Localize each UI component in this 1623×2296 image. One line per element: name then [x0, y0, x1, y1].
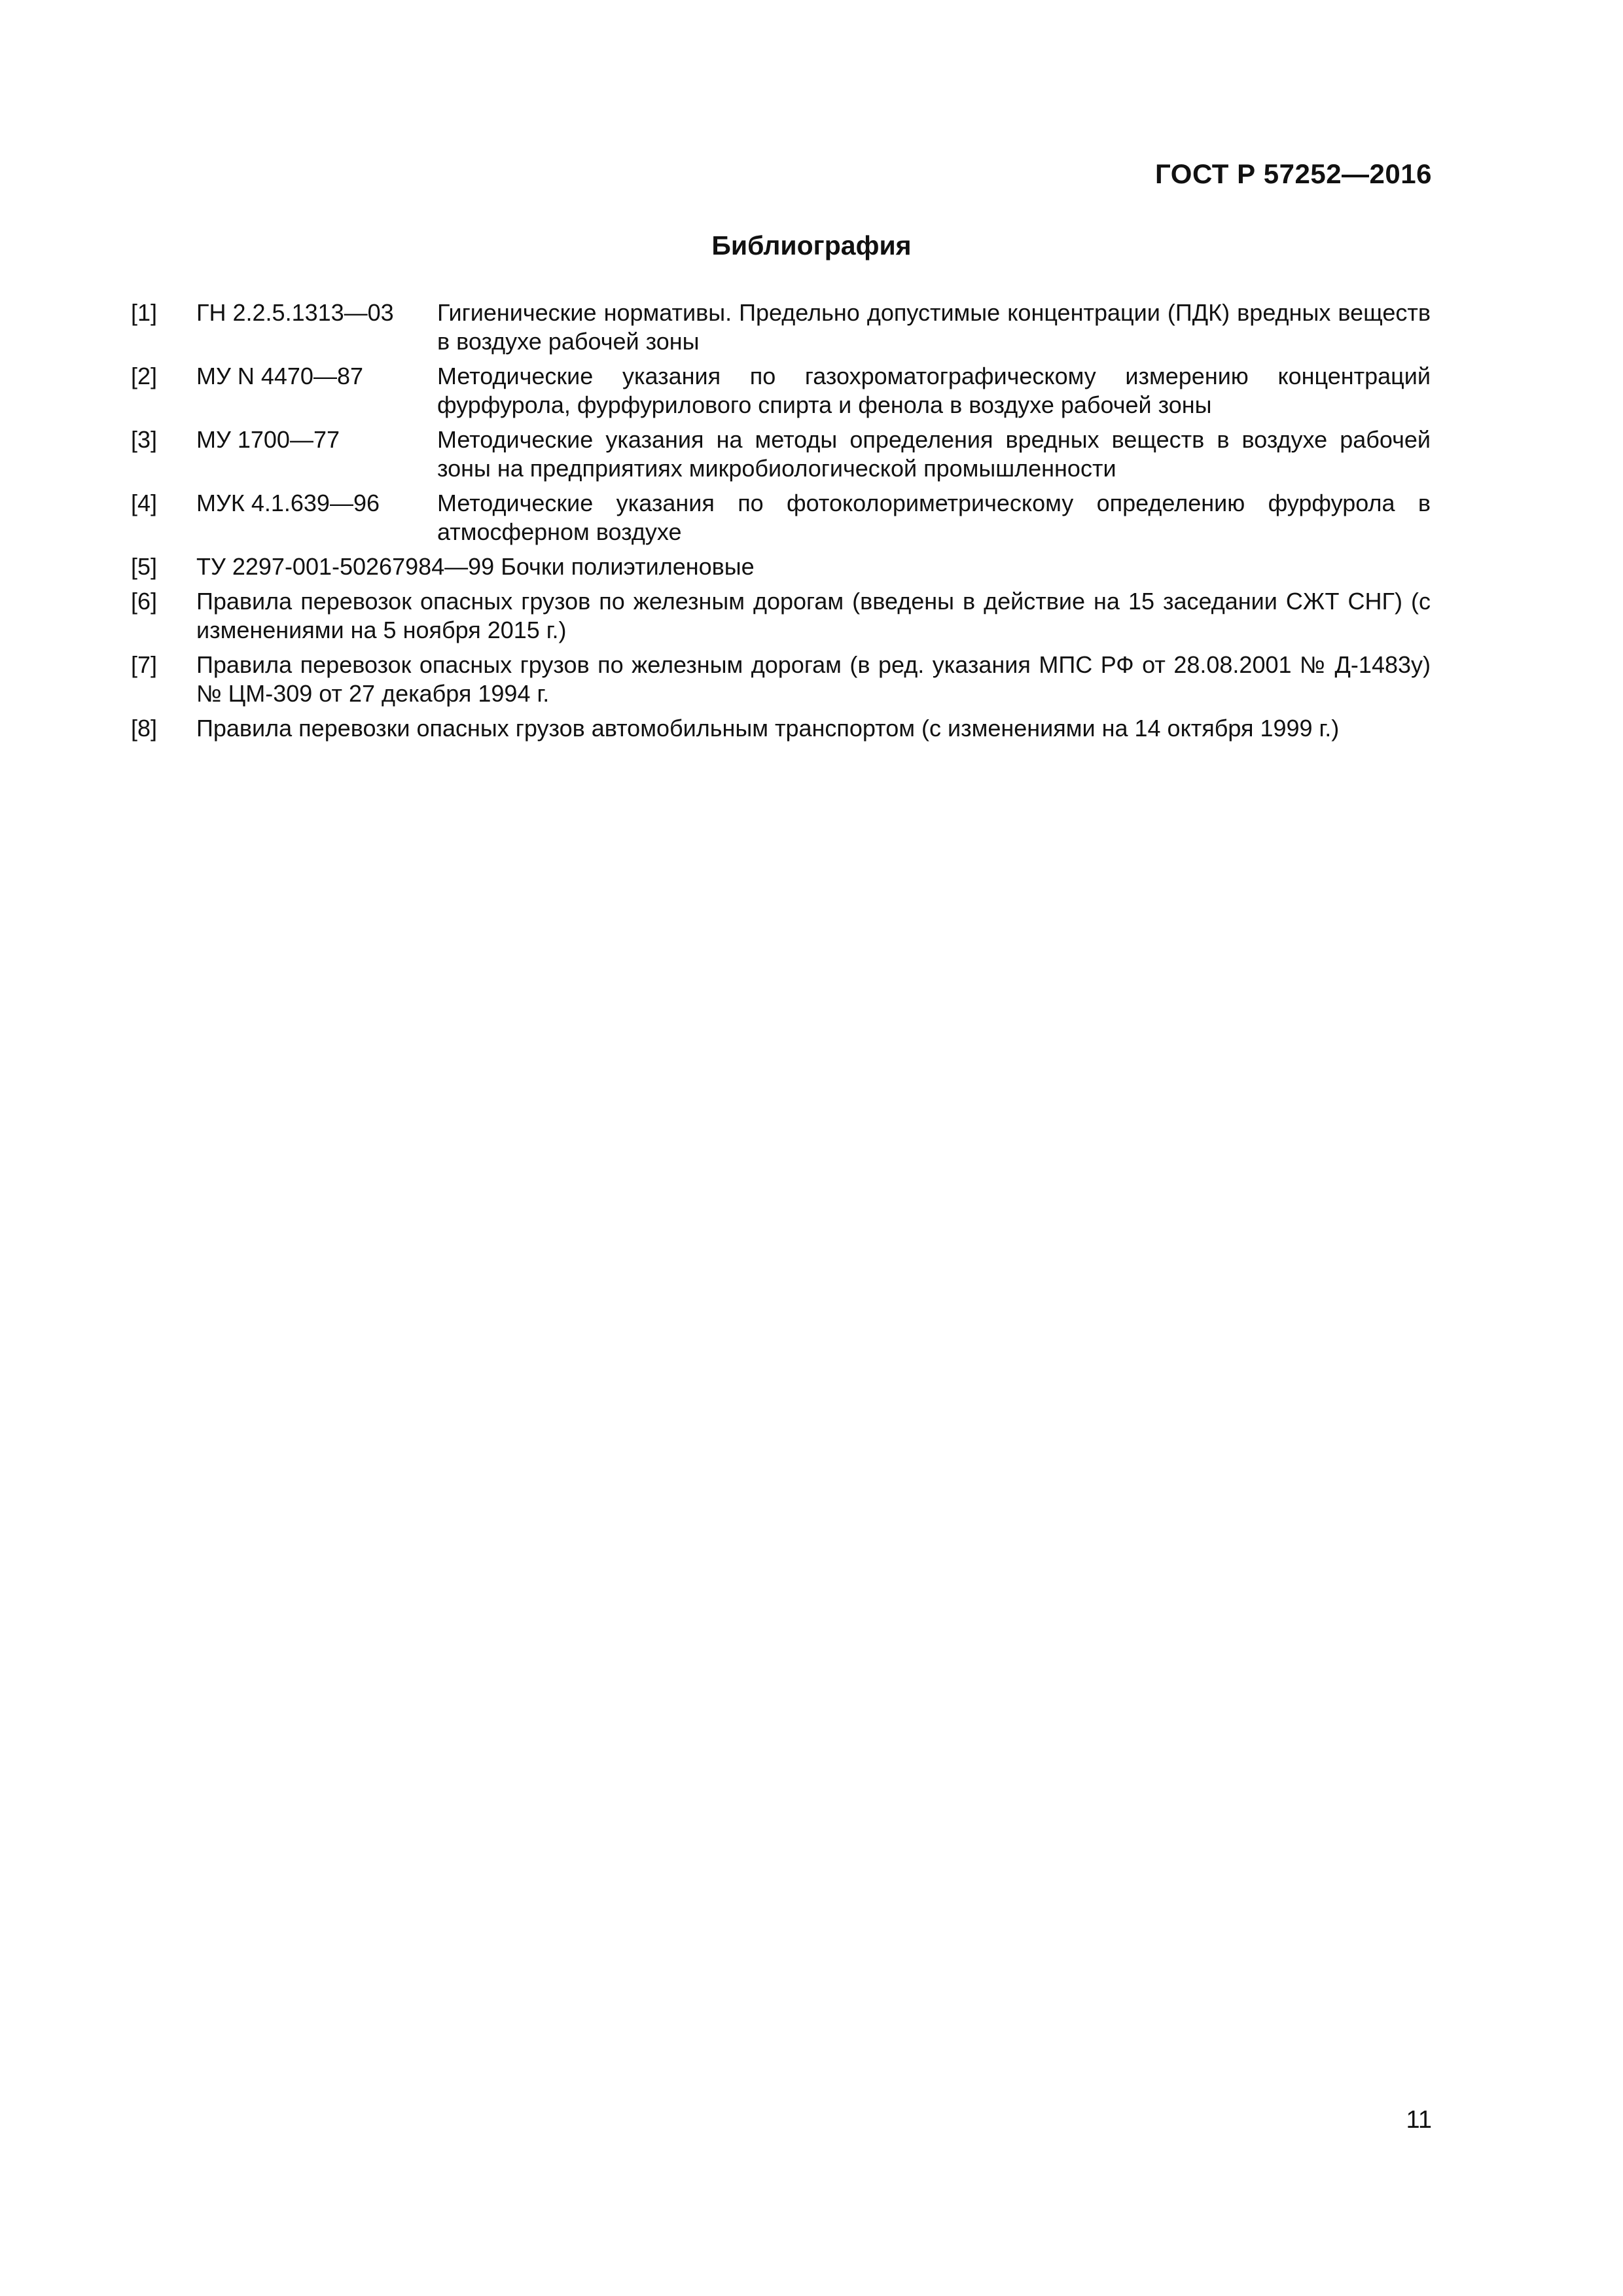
document-code: ГОСТ Р 57252—2016: [1155, 158, 1432, 189]
entry-number: [7]: [131, 651, 158, 678]
bibliography-entry-6: [131, 587, 1431, 645]
entry-title: Правила перевозок опасных грузов по железным дорогам (введены в действие на 15 заседании СЖТ СНГ) (с изменениями на 5 ноября 2015 г.): [196, 588, 1431, 643]
page-title: Библиография: [711, 230, 912, 260]
bibliography-entry-3: [131, 425, 1431, 483]
entry-title: Гигиенические нормативы. Предельно допустимые концентрации (ПДК) вредных веществ в воздухе рабочей зоны: [437, 299, 1431, 355]
entry-code: ГН 2.2.5.1313—03: [196, 299, 394, 326]
bibliography-entry-7: [131, 651, 1431, 708]
entry-code: МУК 4.1.639—96: [196, 490, 380, 516]
entry-title: ТУ 2297-001-50267984—99 Бочки полиэтиленовые: [196, 553, 755, 580]
entry-code: МУ N 4470—87: [196, 363, 363, 389]
bibliography-entry-5: [131, 552, 1431, 581]
entry-title: Методические указания по фотоколориметрическому определению фурфурола в атмосферном воздухе: [437, 490, 1431, 545]
entry-title: Правила перевозок опасных грузов по железным дорогам (в ред. указания МПС РФ от 28.08.2001 № Д-1483у) № ЦМ-309 от 27 декабря 1994 г.: [196, 651, 1431, 707]
entry-number: [4]: [131, 490, 158, 516]
entry-code: МУ 1700—77: [196, 426, 340, 453]
entry-number: [8]: [131, 715, 158, 742]
bibliography-entry-1: [131, 298, 1431, 356]
entry-number: [2]: [131, 363, 158, 389]
bibliography-entry-2: [131, 362, 1431, 420]
bibliography-entry-4: [131, 489, 1431, 547]
page-number: 11: [1406, 2106, 1432, 2134]
entry-number: [1]: [131, 299, 158, 326]
entry-number: [3]: [131, 426, 158, 453]
bibliography-entry-8: [131, 714, 1431, 743]
entry-title: Правила перевозки опасных грузов автомобильным транспортом (с изменениями на 14 октября 1999 г.): [196, 715, 1340, 742]
entry-title: Методические указания по газохроматографическому измерению концентраций фурфурола, фурфурилового спирта и фенола в воздухе рабочей зоны: [437, 363, 1431, 418]
bibliography-list: [131, 298, 1431, 749]
entry-number: [6]: [131, 588, 158, 615]
entry-title: Методические указания на методы определения вредных веществ в воздухе рабочей зоны на предприятиях микробиологической промышленности: [437, 426, 1431, 482]
entry-number: [5]: [131, 553, 158, 580]
